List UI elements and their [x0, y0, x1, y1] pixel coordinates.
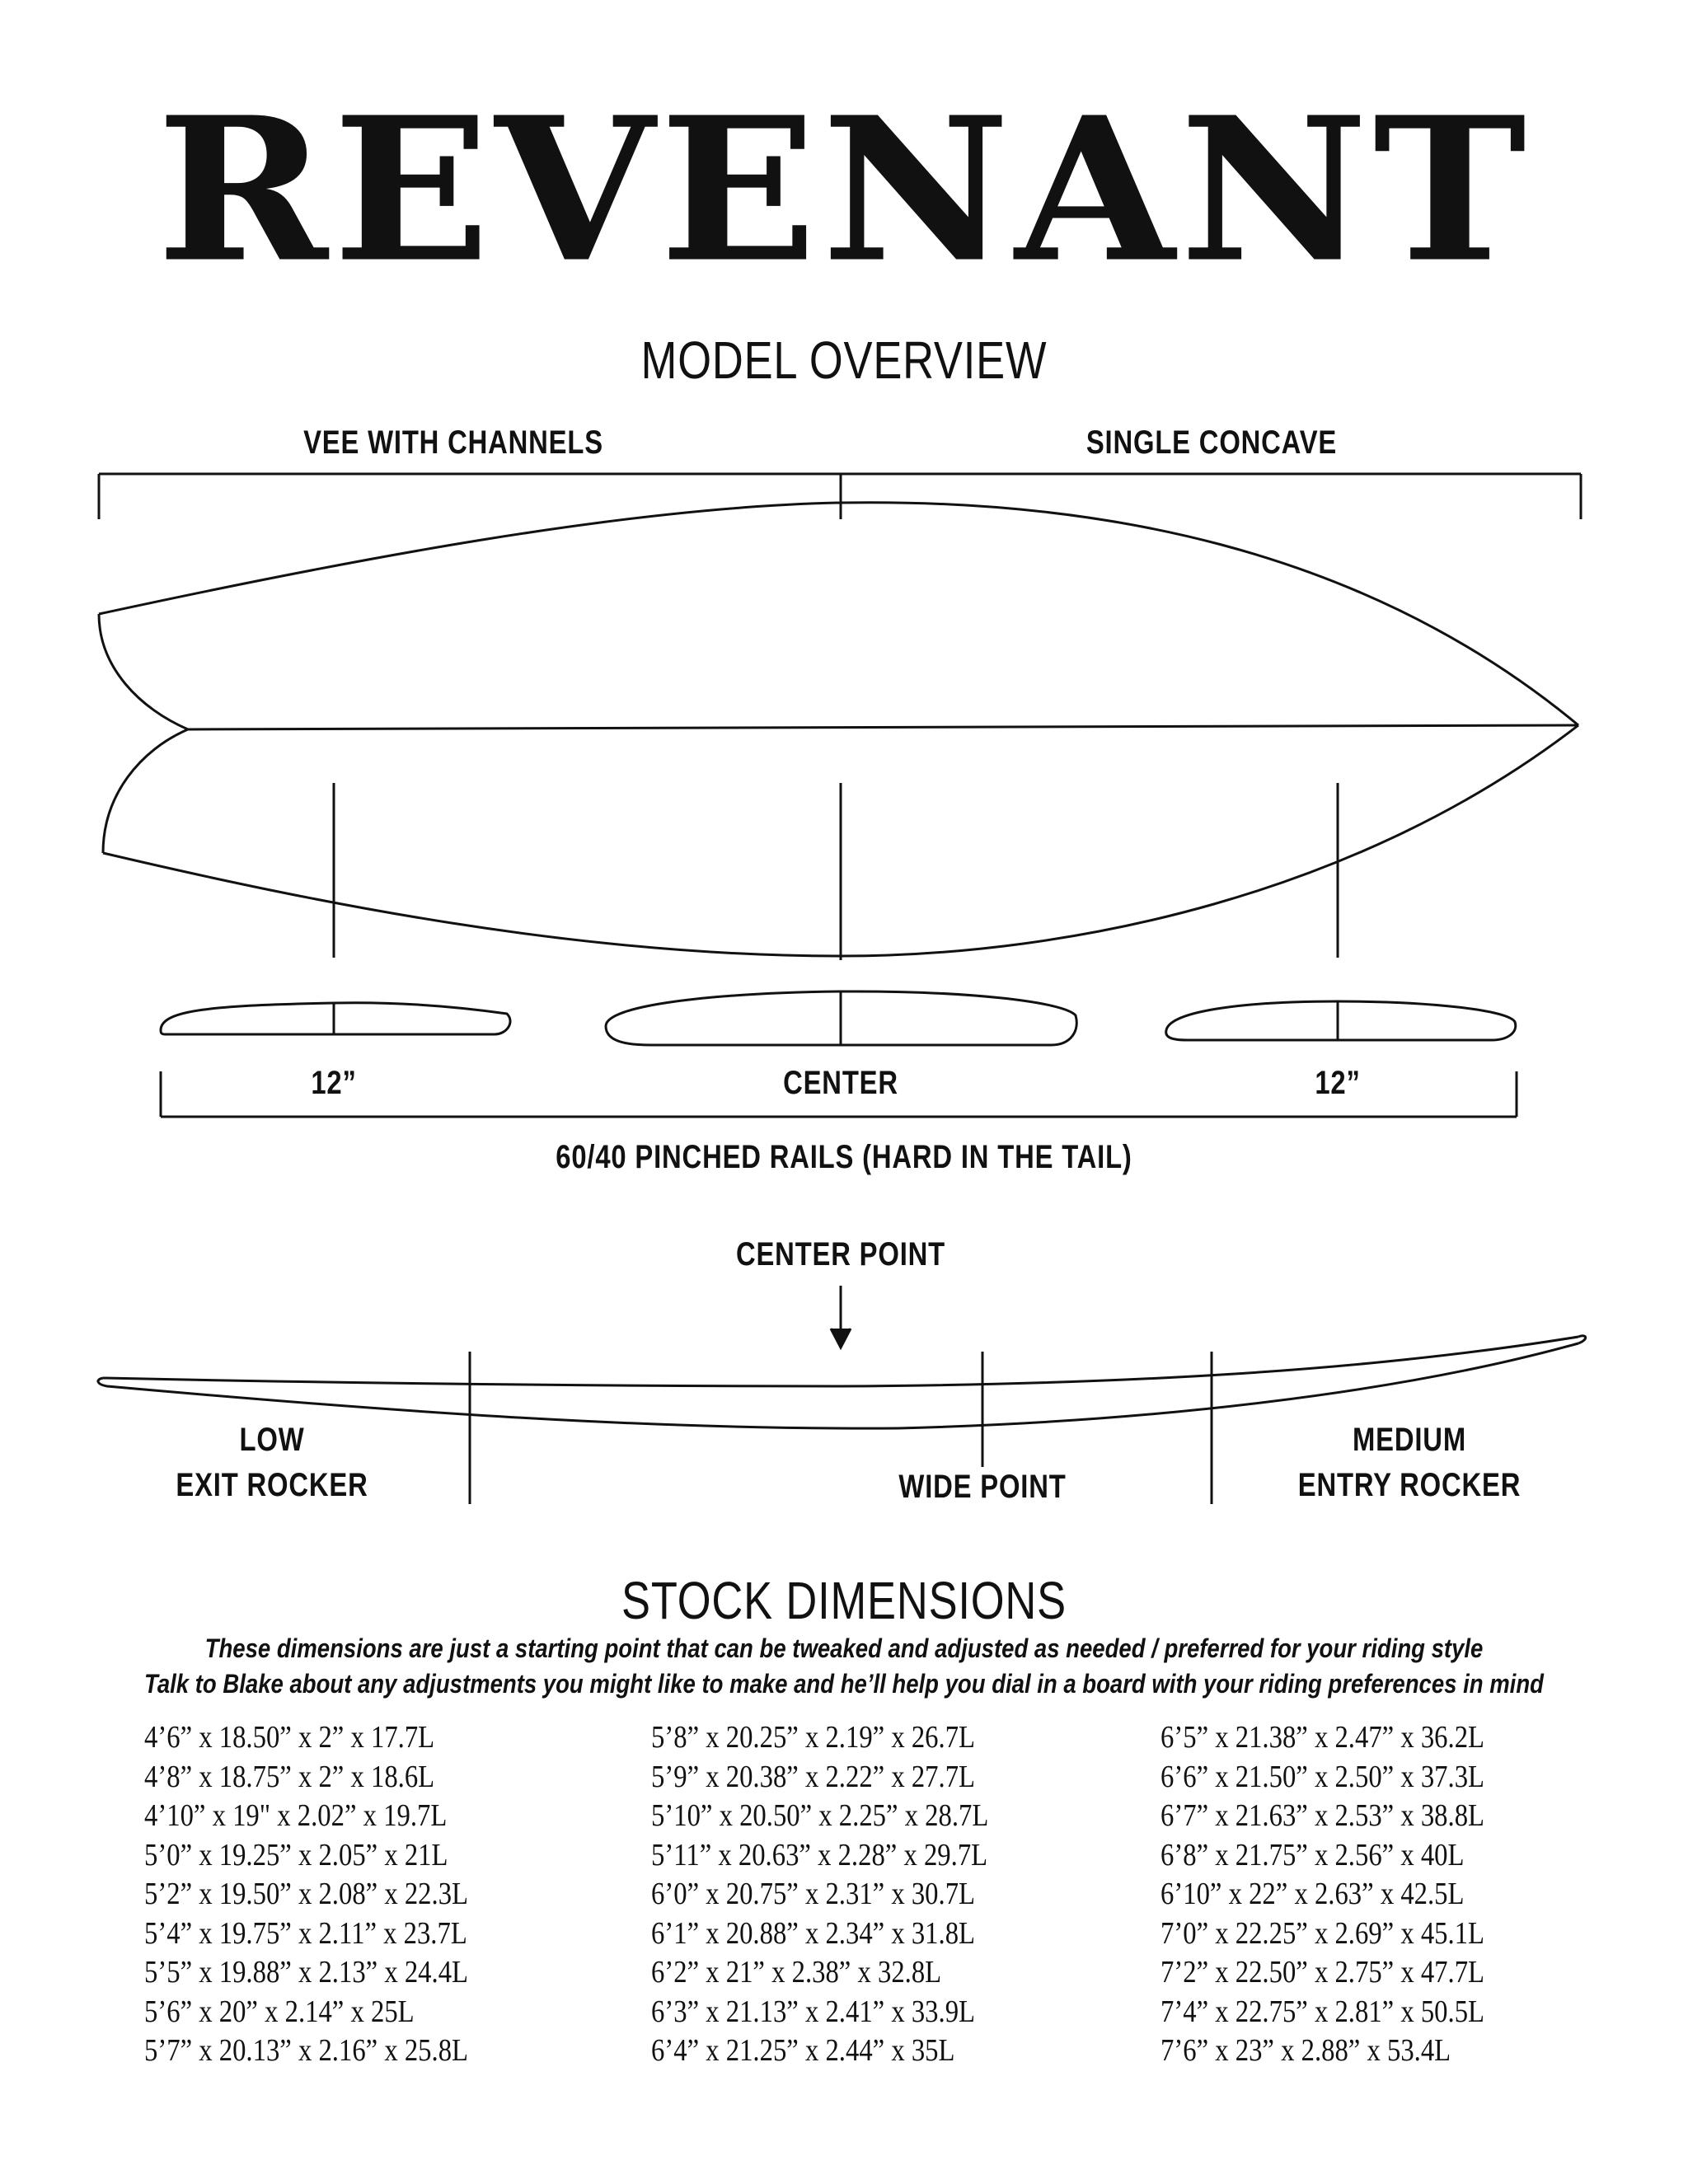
dimension-row: 5’5” x 19.88” x 2.13” x 24.4L: [144, 1955, 468, 1990]
dimension-row: 6’1” x 20.88” x 2.34” x 31.8L: [651, 1915, 975, 1951]
stock-dimensions-heading: STOCK DIMENSIONS: [621, 1571, 1067, 1630]
low-exit-rocker-line-1: LOW: [239, 1422, 305, 1458]
dimension-row: 6’8” x 21.75” x 2.56” x 40L: [1160, 1837, 1465, 1872]
rail-cross-section-right: [1166, 1001, 1516, 1040]
dimension-row: 6’6” x 21.50” x 2.50” x 37.3L: [1160, 1759, 1484, 1794]
dimension-row: 7’6” x 23” x 2.88” x 53.4L: [1160, 2033, 1451, 2068]
rail-label-left: 12”: [311, 1065, 357, 1101]
dimension-row: 5’10” x 20.50” x 2.25” x 28.7L: [651, 1798, 989, 1833]
bottom-contour-bracket: [99, 474, 1581, 519]
dimension-row: 6’3” x 21.13” x 2.41” x 33.9L: [651, 1994, 975, 2029]
dimension-row: 5’4” x 19.75” x 2.11” x 23.7L: [144, 1915, 467, 1951]
board-outline: [99, 503, 1578, 956]
dimension-row: 5’6” x 20” x 2.14” x 25L: [144, 1994, 415, 2029]
center-point-label: CENTER POINT: [735, 1236, 946, 1272]
dimension-row: 4’10” x 19" x 2.02” x 19.7L: [144, 1798, 448, 1833]
dimension-row: 6’2” x 21” x 2.38” x 32.8L: [651, 1955, 942, 1990]
medium-entry-rocker-line-1: MEDIUM: [1353, 1422, 1466, 1458]
rail-label-right: 12”: [1315, 1065, 1361, 1101]
rail-cross-section-center: [606, 991, 1076, 1045]
dimension-row: 5’11” x 20.63” x 2.28” x 29.7L: [651, 1837, 988, 1872]
dimension-row: 7’4” x 22.75” x 2.81” x 50.5L: [1160, 1994, 1484, 2029]
vee-with-channels-label: VEE WITH CHANNELS: [303, 424, 603, 461]
model-title: REVENANT: [157, 73, 1531, 307]
model-overview-heading: MODEL OVERVIEW: [640, 330, 1048, 390]
dimensions-column-1: [144, 1718, 606, 2071]
stock-note-1: These dimensions are just a starting point that can be tweaked and adjusted as needed / preferred for your riding style: [204, 1633, 1484, 1663]
dimension-row: 6’4” x 21.25” x 2.44” x 35L: [651, 2033, 955, 2068]
low-exit-rocker-line-2: EXIT ROCKER: [176, 1467, 368, 1503]
dimension-row: 7’2” x 22.50” x 2.75” x 47.7L: [1160, 1955, 1484, 1990]
dimension-row: 6’0” x 20.75” x 2.31” x 30.7L: [651, 1877, 975, 1911]
dimension-row: 5’2” x 19.50” x 2.08” x 22.3L: [144, 1877, 468, 1911]
dimensions-column-2: [651, 1718, 1113, 2071]
dimension-row: 5’0” x 19.25” x 2.05” x 21L: [144, 1837, 448, 1872]
stock-note-2: Talk to Blake about any adjustments you might like to make and he’ll help you dial in a board with your riding preferences in mind: [144, 1669, 1544, 1699]
dimension-row: 5’8” x 20.25” x 2.19” x 26.7L: [651, 1720, 975, 1755]
dimension-row: 4’6” x 18.50” x 2” x 17.7L: [144, 1720, 435, 1755]
wide-point-label: WIDE POINT: [898, 1469, 1067, 1505]
dimension-row: 5’9” x 20.38” x 2.22” x 27.7L: [651, 1759, 975, 1794]
rails-caption: 60/40 PINCHED RAILS (HARD IN THE TAIL): [556, 1139, 1132, 1175]
dimension-row: 7’0” x 22.25” x 2.69” x 45.1L: [1160, 1915, 1484, 1951]
single-concave-label: SINGLE CONCAVE: [1085, 424, 1338, 461]
dimension-row: 6’7” x 21.63” x 2.53” x 38.8L: [1160, 1798, 1484, 1833]
dimension-row: 6’10” x 22” x 2.63” x 42.5L: [1160, 1877, 1465, 1911]
medium-entry-rocker-line-2: ENTRY ROCKER: [1297, 1467, 1522, 1503]
dimension-row: 5’7” x 20.13” x 2.16” x 25.8L: [144, 2033, 468, 2068]
center-point-arrow: [831, 1286, 851, 1347]
rocker-profile: [98, 1336, 1586, 1428]
dimension-row: 4’8” x 18.75” x 2” x 18.6L: [144, 1759, 435, 1794]
dimensions-column-3: [1160, 1718, 1622, 2071]
rail-cross-section-left: [161, 1003, 510, 1034]
rail-section-markers: [334, 783, 1338, 960]
rail-label-center: CENTER: [783, 1065, 898, 1101]
dimension-row: 6’5” x 21.38” x 2.47” x 36.2L: [1160, 1720, 1484, 1755]
